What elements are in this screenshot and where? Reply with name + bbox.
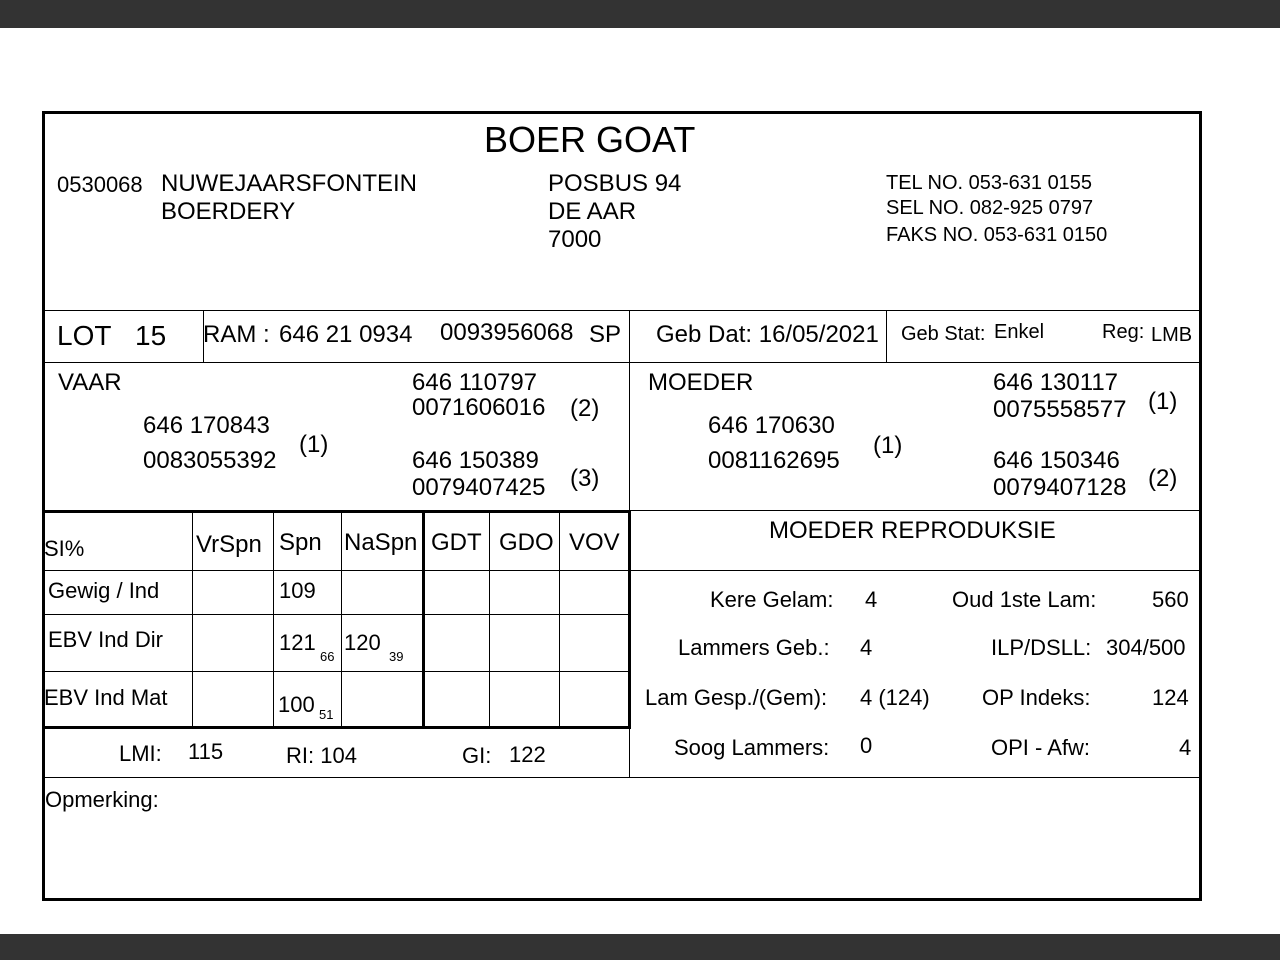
birth-status: Enkel — [994, 321, 1045, 343]
birth-date: Geb Dat: 16/05/2021 — [656, 321, 879, 348]
ebv-mat-spn-sub: 51 — [319, 707, 334, 722]
gewig-spn: 109 — [279, 578, 316, 603]
top-bar — [0, 0, 1280, 28]
kere-gelam-value: 4 — [865, 587, 878, 612]
gi-value: 122 — [509, 742, 546, 767]
table-header-si: SI% — [44, 536, 85, 561]
ebv-dir-spn-sub: 66 — [320, 649, 335, 664]
lmi-value: 115 — [188, 739, 224, 764]
dam-sire-reg: 0075558577 — [993, 396, 1127, 423]
ebv-dir-spn: 121 — [279, 630, 316, 655]
divider-remarks — [44, 777, 1201, 778]
soog-label: Soog Lammers: — [674, 735, 830, 760]
dam-reg: 0081162695 — [708, 447, 840, 474]
table-col-line-1 — [192, 512, 193, 727]
lmi-label: LMI: — [119, 741, 162, 766]
sire-dam-mark: (3) — [570, 465, 600, 492]
birth-status-label: Geb Stat: — [901, 323, 986, 345]
dam-mark: (1) — [873, 432, 903, 459]
remarks-label: Opmerking: — [45, 787, 159, 812]
opi-label: OPI - Afw: — [991, 735, 1091, 760]
ebv-dir-naspn: 120 — [344, 630, 381, 655]
table-row-line-2 — [44, 671, 629, 672]
table-header-line — [44, 570, 629, 571]
ram-reg: 0093956068 — [440, 319, 574, 346]
lot-number: 15 — [135, 320, 167, 351]
table-header-spn: Spn — [279, 529, 322, 556]
table-col-thick — [422, 512, 425, 727]
row-label-ebv-mat: EBV Ind Mat — [44, 685, 168, 710]
table-header-gdo: GDO — [499, 529, 554, 556]
divider-header — [44, 310, 1201, 311]
sire-label: VAAR — [58, 369, 122, 396]
address-line1: POSBUS 94 — [548, 170, 682, 197]
table-col-line-5 — [559, 512, 560, 727]
table-row-line-1 — [44, 614, 629, 615]
oud-label: Oud 1ste Lam: — [952, 587, 1097, 612]
address-line2: DE AAR — [548, 198, 637, 225]
dam-dam-mark: (2) — [1148, 465, 1178, 492]
lammers-geb-value: 4 — [860, 635, 873, 660]
divider-date-stat — [886, 310, 887, 362]
breeder-number: 0530068 — [57, 172, 143, 197]
lot-label: LOT — [57, 320, 112, 351]
address-line3: 7000 — [548, 226, 602, 253]
repro-header-line — [630, 570, 1201, 571]
dam-id: 646 170630 — [708, 412, 835, 439]
table-col-line-3 — [341, 512, 342, 727]
row-label-ebv-dir: EBV Ind Dir — [48, 627, 163, 652]
table-header-naspn: NaSpn — [344, 529, 418, 556]
faks-number: FAKS NO. 053-631 0150 — [886, 224, 1108, 246]
sire-sire-reg: 0071606016 — [412, 394, 546, 421]
lammers-geb-label: Lammers Geb.: — [678, 635, 830, 660]
table-header-vrspn: VrSpn — [196, 531, 262, 558]
ebv-dir-naspn-sub: 39 — [389, 649, 404, 664]
ebv-mat-spn: 100 — [278, 692, 315, 717]
ram-label: RAM : — [203, 321, 270, 348]
dam-sire-id: 646 130117 — [993, 369, 1119, 396]
reg-label: Reg: — [1102, 321, 1145, 343]
page-title: BOER GOAT — [484, 119, 696, 160]
table-col-line-4 — [489, 512, 490, 727]
sire-dam-id: 646 150389 — [412, 447, 539, 474]
ilp-label: ILP/DSLL: — [991, 635, 1092, 660]
breeder-name-line2: BOERDERY — [161, 198, 296, 225]
dam-sire-mark: (1) — [1148, 388, 1178, 415]
table-bottom-border — [44, 726, 631, 729]
sel-number: SEL NO. 082-925 0797 — [886, 197, 1094, 219]
soog-value: 0 — [860, 733, 873, 758]
divider-lot — [44, 362, 1201, 363]
table-col-line-2 — [273, 512, 274, 727]
ilp-value: 304/500 — [1106, 635, 1186, 660]
oud-value: 560 — [1152, 587, 1189, 612]
ram-id: 646 21 0934 — [279, 321, 413, 348]
ri-value: RI: 104 — [286, 743, 357, 768]
dam-dam-reg: 0079407128 — [993, 474, 1127, 501]
table-header-gdt: GDT — [431, 529, 482, 556]
row-label-gewig: Gewig / Ind — [48, 578, 160, 603]
sire-dam-reg: 0079407425 — [412, 474, 546, 501]
lam-gesp-label: Lam Gesp./(Gem): — [645, 685, 828, 710]
dam-label: MOEDER — [648, 369, 754, 396]
table-right-border — [628, 510, 631, 729]
op-value: 124 — [1152, 685, 1189, 710]
dam-dam-id: 646 150346 — [993, 447, 1120, 474]
gi-label: GI: — [462, 743, 492, 768]
sire-reg: 0083055392 — [143, 447, 277, 474]
tel-number: TEL NO. 053-631 0155 — [886, 172, 1093, 194]
sire-sire-id: 646 110797 — [412, 369, 538, 396]
op-label: OP Indeks: — [982, 685, 1091, 710]
reg-value: LMB — [1151, 324, 1193, 346]
bottom-bar — [0, 934, 1280, 960]
repro-title: MOEDER REPRODUKSIE — [769, 517, 1056, 544]
table-top-border — [44, 510, 631, 513]
ram-status: SP — [589, 321, 622, 348]
sire-sire-mark: (2) — [570, 395, 600, 422]
lam-gesp-value: 4 (124) — [860, 685, 930, 710]
table-header-vov: VOV — [569, 529, 620, 556]
opi-value: 4 — [1179, 735, 1192, 760]
sire-mark: (1) — [299, 431, 329, 458]
sire-id: 646 170843 — [143, 412, 270, 439]
kere-gelam-label: Kere Gelam: — [710, 587, 834, 612]
breeder-name-line1: NUWEJAARSFONTEIN — [161, 170, 418, 197]
